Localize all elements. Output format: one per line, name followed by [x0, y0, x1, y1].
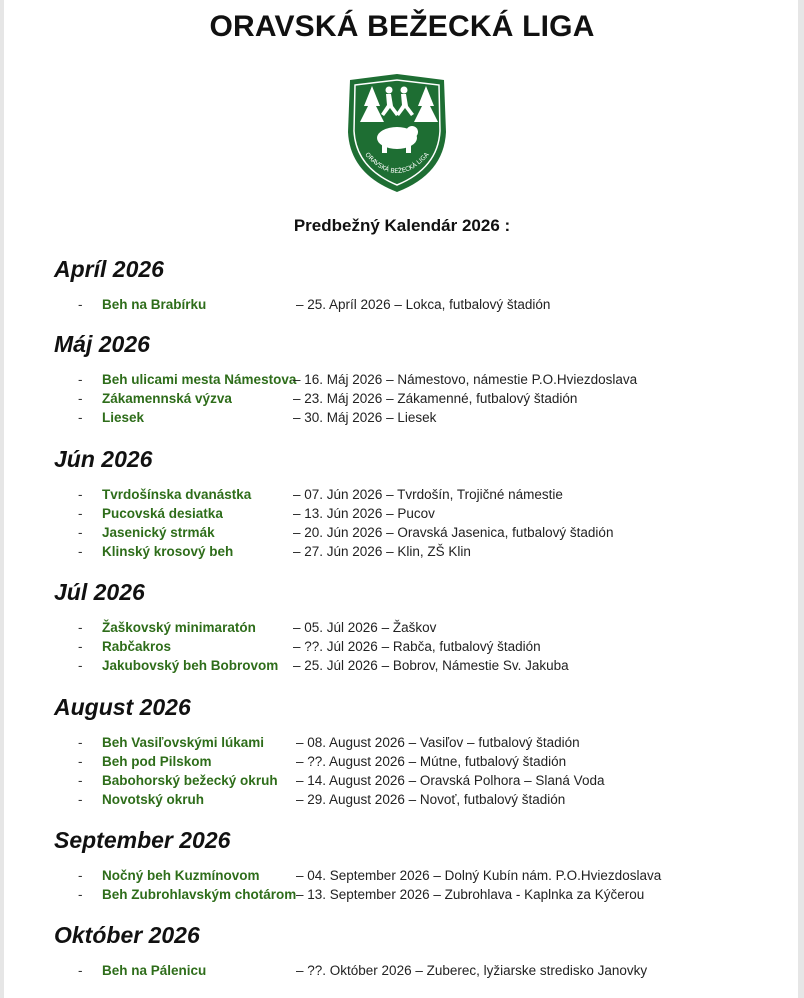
event-detail: – 14. August 2026 – Oravská Polhora – Slaná Voda [296, 773, 605, 788]
event-detail: – 05. Júl 2026 – Žaškov [293, 620, 437, 635]
event-name: Beh na Pálenicu [102, 963, 207, 978]
list-bullet: - [78, 868, 83, 883]
list-bullet: - [78, 544, 83, 559]
list-bullet: - [78, 410, 83, 425]
list-bullet: - [78, 506, 83, 521]
event-name: Jasenický strmák [102, 525, 215, 540]
event-name: Jakubovský beh Bobrovom [102, 658, 279, 673]
month-heading: Júl 2026 [54, 579, 145, 605]
list-bullet: - [78, 773, 83, 788]
list-bullet: - [78, 297, 83, 312]
event-name: Nočný beh Kuzmínovom [102, 868, 260, 883]
list-bullet: - [78, 658, 83, 673]
list-bullet: - [78, 639, 83, 654]
calendar-subtitle: Predbežný Kalendár 2026 : [293, 216, 511, 235]
list-bullet: - [78, 963, 83, 978]
month-heading: Október 2026 [54, 922, 200, 948]
document-title: ORAVSKÁ BEŽECKÁ LIGA [209, 10, 595, 43]
list-bullet: - [78, 735, 83, 750]
event-name: Pucovská desiatka [102, 506, 223, 521]
event-detail: – ??. Júl 2026 – Rabča, futbalový štadión [293, 639, 541, 654]
event-name: Beh Vasiľovskými lúkami [102, 735, 265, 750]
event-detail: – 25. Júl 2026 – Bobrov, Námestie Sv. Jakuba [293, 658, 569, 673]
event-name: Beh na Brabírku [102, 297, 207, 312]
event-name: Beh pod Pilskom [102, 754, 212, 769]
logo-text: ORAVSKÁ BEŽECKÁ LIGA [363, 151, 431, 176]
list-bullet: - [78, 887, 83, 902]
month-heading: Jún 2026 [54, 446, 153, 472]
event-detail: – 16. Máj 2026 – Námestovo, námestie P.O.Hviezdoslava [293, 372, 638, 387]
event-detail: – 13. September 2026 – Zubrohlava - Kaplnka za Kýčerou [296, 887, 645, 902]
event-detail: – 08. August 2026 – Vasiľov – futbalový štadión [296, 735, 580, 750]
list-bullet: - [78, 525, 83, 540]
event-name: Beh Zubrohlavským chotárom [102, 887, 297, 902]
event-name: Liesek [102, 410, 145, 425]
event-detail: – 13. Jún 2026 – Pucov [293, 506, 435, 521]
event-detail: – 23. Máj 2026 – Zákamenné, futbalový štadión [293, 391, 578, 406]
event-detail: – 20. Jún 2026 – Oravská Jasenica, futbalový štadión [293, 525, 614, 540]
event-detail: – 30. Máj 2026 – Liesek [293, 410, 437, 425]
event-name: Babohorský bežecký okruh [102, 773, 278, 788]
month-heading: August 2026 [54, 694, 191, 720]
event-detail: – ??. Október 2026 – Zuberec, lyžiarske stredisko Janovky [296, 963, 648, 978]
event-name: Novotský okruh [102, 792, 205, 807]
list-bullet: - [78, 754, 83, 769]
list-bullet: - [78, 391, 83, 406]
month-heading: Máj 2026 [54, 331, 150, 357]
month-heading: Apríl 2026 [54, 256, 164, 282]
event-name: Rabčakros [102, 639, 172, 654]
event-name: Tvrdošínska dvanástka [102, 487, 252, 502]
event-name: Beh ulicami mesta Námestova [102, 372, 297, 387]
list-bullet: - [78, 620, 83, 635]
list-bullet: - [78, 372, 83, 387]
event-detail: – 25. Apríl 2026 – Lokca, futbalový štadión [296, 297, 551, 312]
month-heading: September 2026 [54, 827, 231, 853]
event-detail: – 07. Jún 2026 – Tvrdošín, Trojičné námestie [293, 487, 563, 502]
event-name: Klinský krosový beh [102, 544, 234, 559]
event-detail: – 29. August 2026 – Novoť, futbalový štadión [296, 792, 566, 807]
event-detail: – ??. August 2026 – Mútne, futbalový štadión [296, 754, 567, 769]
event-name: Žaškovský minimaratón [102, 620, 256, 635]
list-bullet: - [78, 487, 83, 502]
event-name: Zákamennská výzva [102, 391, 232, 406]
list-bullet: - [78, 792, 83, 807]
event-detail: – 27. Jún 2026 – Klin, ZŠ Klin [293, 544, 471, 559]
event-detail: – 04. September 2026 – Dolný Kubín nám. P.O.Hviezdoslava [296, 868, 662, 883]
